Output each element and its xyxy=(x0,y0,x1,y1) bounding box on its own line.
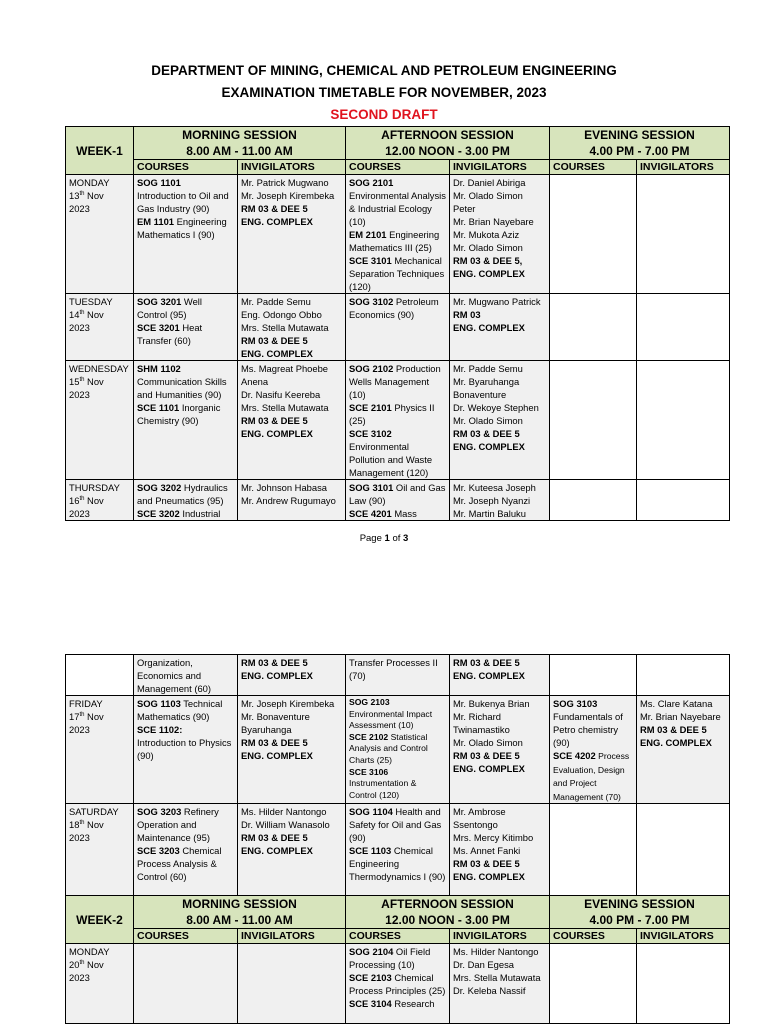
afternoon-courses: SOG 2102 Production Wells Management (10) SCE 2101 Physics II (25) SCE 3102 Environmental Pollution and Waste Management (120) xyxy=(346,361,450,480)
morning-invigilators: RM 03 & DEE 5 ENG. COMPLEX xyxy=(238,655,346,696)
morning-courses: SOG 1101 Introduction to Oil and Gas Industry (90) EM 1101 Engineering Mathematics I (90) xyxy=(134,175,238,294)
invigilators-header: INVIGILATORS xyxy=(637,929,730,944)
timetable-continued xyxy=(65,654,730,1024)
evening-invigilators xyxy=(637,944,730,1024)
afternoon-session-header: AFTERNOON SESSION 12.00 NOON - 3.00 PM xyxy=(346,127,550,160)
day-cell: TUESDAY 14th Nov 2023 xyxy=(66,294,134,361)
afternoon-courses: SOG 1104 Health and Safety for Oil and Gas (90) SCE 1103 Chemical Engineering Thermodynamics I (90) xyxy=(346,804,450,896)
evening-courses xyxy=(550,294,637,361)
week2-header-row xyxy=(66,896,730,929)
afternoon-invigilators: RM 03 & DEE 5 ENG. COMPLEX xyxy=(450,655,550,696)
evening-courses xyxy=(550,655,637,696)
morning-courses: SHM 1102 Communication Skills and Humanities (90) SCE 1101 Inorganic Chemistry (90) xyxy=(134,361,238,480)
day-cell: MONDAY 20th Nov 2023 xyxy=(66,944,134,1024)
afternoon-courses: SOG 3102 Petroleum Economics (90) xyxy=(346,294,450,361)
evening-session-header: EVENING SESSION 4.00 PM - 7.00 PM xyxy=(550,896,730,929)
morning-courses: SOG 3202 Hydraulics and Pneumatics (95) SCE 3202 Industrial xyxy=(134,480,238,521)
afternoon-courses: SOG 2101 Environmental Analysis & Industrial Ecology (10) EM 2101 Engineering Mathematics III (25) SCE 3101 Mechanical Separation Techniques (120) xyxy=(346,175,450,294)
week-label: WEEK-2 xyxy=(66,896,134,944)
table-row xyxy=(66,361,730,480)
morning-courses: SOG 3201 Well Control (95) SCE 3201 Heat Transfer (60) xyxy=(134,294,238,361)
morning-invigilators: Ms. Magreat Phoebe Anena Dr. Nasifu Keereba Mrs. Stella Mutawata RM 03 & DEE 5 ENG. COMPLEX xyxy=(238,361,346,480)
table-row xyxy=(66,175,730,294)
department-title: DEPARTMENT OF MINING, CHEMICAL AND PETROLEUM ENGINEERING xyxy=(151,63,617,78)
morning-invigilators xyxy=(238,944,346,1024)
day-cell: SATURDAY 18th Nov 2023 xyxy=(66,804,134,896)
courses-header: COURSES xyxy=(346,160,450,175)
day-cell: FRIDAY 17th Nov 2023 xyxy=(66,696,134,804)
table-row xyxy=(66,655,730,696)
morning-session-header: MORNING SESSION 8.00 AM - 11.00 AM xyxy=(134,127,346,160)
evening-courses xyxy=(550,175,637,294)
page-number: Page 1 of 3 xyxy=(359,533,409,544)
evening-session-header: EVENING SESSION 4.00 PM - 7.00 PM xyxy=(550,127,730,160)
timetable-title: EXAMINATION TIMETABLE FOR NOVEMBER, 2023 xyxy=(221,85,547,100)
day-cell: THURSDAY 16th Nov 2023 xyxy=(66,480,134,521)
morning-invigilators: Mr. Johnson Habasa Mr. Andrew Rugumayo xyxy=(238,480,346,521)
evening-invigilators xyxy=(637,175,730,294)
day-cell: MONDAY 13th Nov 2023 xyxy=(66,175,134,294)
invigilators-header: INVIGILATORS xyxy=(450,929,550,944)
evening-invigilators xyxy=(637,294,730,361)
table-row xyxy=(66,804,730,896)
table-row xyxy=(66,944,730,1024)
morning-courses: Organization, Economics and Management (60) xyxy=(134,655,238,696)
evening-courses xyxy=(550,804,637,896)
invigilators-header: INVIGILATORS xyxy=(238,929,346,944)
invigilators-header: INVIGILATORS xyxy=(450,160,550,175)
afternoon-invigilators: Mr. Bukenya Brian Mr. Richard Twinamastiko Mr. Olado Simon RM 03 & DEE 5 ENG. COMPLEX xyxy=(450,696,550,804)
afternoon-courses: SOG 3101 Oil and Gas Law (90) SCE 4201 Mass xyxy=(346,480,450,521)
morning-session-header: MORNING SESSION 8.00 AM - 11.00 AM xyxy=(134,896,346,929)
table-row xyxy=(66,696,730,804)
morning-invigilators: Mr. Joseph Kirembeka Mr. Bonaventure Byaruhanga RM 03 & DEE 5 ENG. COMPLEX xyxy=(238,696,346,804)
day-cell xyxy=(66,655,134,696)
afternoon-invigilators: Dr. Daniel Abiriga Mr. Olado Simon Peter Mr. Brian Nayebare Mr. Mukota Aziz Mr. Olado Simon RM 03 & DEE 5, ENG. COMPLEX xyxy=(450,175,550,294)
invigilators-header: INVIGILATORS xyxy=(238,160,346,175)
afternoon-courses: SOG 2104 Oil Field Processing (10) SCE 2103 Chemical Process Principles (25) SCE 3104 Research xyxy=(346,944,450,1024)
morning-courses: SOG 1103 Technical Mathematics (90) SCE 1102: Introduction to Physics (90) xyxy=(134,696,238,804)
evening-courses xyxy=(550,944,637,1024)
evening-invigilators xyxy=(637,655,730,696)
courses-header: COURSES xyxy=(134,160,238,175)
page-gap xyxy=(0,560,768,646)
page-2 xyxy=(0,646,768,1024)
evening-invigilators xyxy=(637,480,730,521)
morning-invigilators: Ms. Hilder Nantongo Dr. William Wanasolo RM 03 & DEE 5 ENG. COMPLEX xyxy=(238,804,346,896)
courses-header: COURSES xyxy=(550,929,637,944)
afternoon-invigilators: Mr. Kuteesa Joseph Mr. Joseph Nyanzi Mr. Martin Baluku xyxy=(450,480,550,521)
week-label: WEEK-1 xyxy=(66,127,134,175)
evening-invigilators xyxy=(637,804,730,896)
evening-courses xyxy=(550,361,637,480)
table-row xyxy=(66,294,730,361)
courses-header: COURSES xyxy=(134,929,238,944)
afternoon-invigilators: Ms. Hilder Nantongo Dr. Dan Egesa Mrs. Stella Mutawata Dr. Keleba Nassif xyxy=(450,944,550,1024)
courses-header: COURSES xyxy=(550,160,637,175)
morning-courses: SOG 3203 Refinery Operation and Maintenance (95) SCE 3203 Chemical Process Analysis & Control (60) xyxy=(134,804,238,896)
morning-courses xyxy=(134,944,238,1024)
evening-courses: SOG 3103 Fundamentals of Petro chemistry (90) SCE 4202 Process Evaluation, Design and Project Management (70) xyxy=(550,696,637,804)
invigilators-header: INVIGILATORS xyxy=(637,160,730,175)
day-cell: WEDNESDAY 15th Nov 2023 xyxy=(66,361,134,480)
afternoon-courses: SOG 2103 Environmental Impact Assessment (10) SCE 2102 Statistical Analysis and Control Charts (25) SCE 3106 Instrumentation & Control (120) xyxy=(346,696,450,804)
afternoon-invigilators: Mr. Mugwano Patrick RM 03 ENG. COMPLEX xyxy=(450,294,550,361)
evening-invigilators: Ms. Clare Katana Mr. Brian Nayebare RM 03 & DEE 5 ENG. COMPLEX xyxy=(637,696,730,804)
draft-label: SECOND DRAFT xyxy=(330,107,438,122)
courses-header: COURSES xyxy=(346,929,450,944)
morning-invigilators: Mr. Padde Semu Eng. Odongo Obbo Mrs. Stella Mutawata RM 03 & DEE 5 ENG. COMPLEX xyxy=(238,294,346,361)
evening-invigilators xyxy=(637,361,730,480)
afternoon-courses: Transfer Processes II (70) xyxy=(346,655,450,696)
evening-courses xyxy=(550,480,637,521)
afternoon-invigilators: Mr. Padde Semu Mr. Byaruhanga Bonaventure Dr. Wekoye Stephen Mr. Olado Simon RM 03 & DEE 5 ENG. COMPLEX xyxy=(450,361,550,480)
afternoon-session-header: AFTERNOON SESSION 12.00 NOON - 3.00 PM xyxy=(346,896,550,929)
afternoon-invigilators: Mr. Ambrose Ssentongo Mrs. Mercy Kitimbo Ms. Annet Fanki RM 03 & DEE 5 ENG. COMPLEX xyxy=(450,804,550,896)
morning-invigilators: Mr. Patrick Mugwano Mr. Joseph Kirembeka RM 03 & DEE 5 ENG. COMPLEX xyxy=(238,175,346,294)
table-row xyxy=(66,480,730,521)
timetable-week1 xyxy=(65,126,730,521)
